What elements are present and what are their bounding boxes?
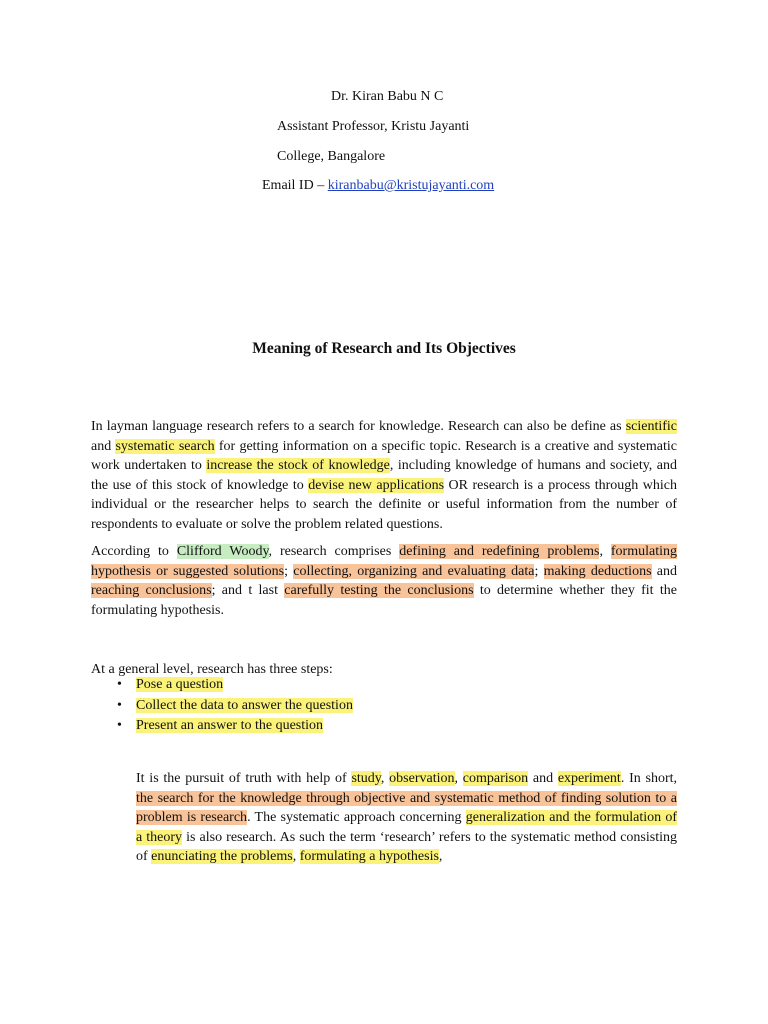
text-run: , (292, 849, 300, 865)
highlighted-text: experiment (557, 771, 621, 786)
text-run: In layman language research refers to a search for knowledge. Research can also be define as (91, 419, 626, 434)
highlighted-text: defining and redefining problems (399, 544, 600, 559)
highlighted-text: formulating hypothesis or suggested solutions (91, 544, 677, 579)
text-run: . The systematic approach concerning (247, 810, 466, 826)
text-run: ; and t last (211, 583, 285, 599)
highlighted-text: comparison (462, 771, 529, 786)
list-item (117, 696, 353, 717)
text-run: According to (91, 544, 177, 559)
text-run: , including knowledge of humans and society, and the use of this stock of knowledge to (91, 458, 678, 493)
paragraph-clifford-woody (91, 542, 677, 620)
step-text: Collect the data to answer the question (136, 697, 353, 713)
text-run: for getting information on a specific topic. Research is a creative and systematic work undertaken to (91, 438, 677, 474)
highlighted-text: carefully testing the conclusions (284, 583, 474, 599)
text-run: ; (284, 563, 294, 579)
highlighted-text: making deductions (543, 563, 652, 579)
text-run: . In short, (620, 771, 677, 786)
paragraph-pursuit-of-truth (136, 769, 677, 867)
author-title: Assistant Professor, Kristu Jayanti (277, 119, 470, 134)
text-run: and (651, 563, 677, 579)
paragraph-definition (91, 417, 677, 535)
steps-list (117, 675, 353, 737)
list-item (117, 716, 353, 737)
highlighted-text: scientific (625, 419, 677, 434)
email-link[interactable]: kiranbabu@kristujayanti.com (327, 178, 495, 193)
author-name: Dr. Kiran Babu N C (331, 89, 444, 104)
highlighted-text: enunciating the problems (151, 849, 293, 865)
email-label: Email ID – (262, 178, 328, 193)
text-run: and (528, 771, 558, 786)
step-text: Present an answer to the question (136, 718, 324, 733)
document-title: Meaning of Research and Its Objectives (252, 340, 516, 357)
text-run: and (91, 438, 116, 454)
highlighted-text: systematic search (115, 438, 215, 454)
step-text: Pose a question (136, 677, 224, 692)
text-run: , (454, 771, 463, 786)
text-run: , (380, 771, 390, 786)
text-run: , (599, 544, 611, 559)
list-item (117, 675, 353, 696)
text-run: , research comprises (268, 544, 400, 559)
highlighted-text: Clifford Woody (176, 544, 269, 559)
text-run: is also research. As such the term ‘research’ refers to the systematic method consisting of (136, 829, 677, 865)
highlighted-text: formulating a hypothesis (299, 849, 439, 865)
text-run: OR research is a process through which individual or the researcher helps to search the definite or useful information from the number of respondents to evaluate or solve the problem related questions. (91, 477, 677, 532)
author-email-line (262, 176, 494, 196)
highlighted-text: observation (389, 771, 455, 786)
highlighted-text: reaching conclusions (91, 583, 212, 599)
highlighted-text: study (351, 771, 381, 786)
text-run: to determine whether they fit the formulating hypothesis. (91, 583, 677, 618)
highlighted-text: collecting, organizing and evaluating data (293, 563, 535, 579)
highlighted-text: devise new applications (308, 477, 445, 493)
highlighted-text: increase the stock of knowledge (206, 458, 390, 474)
highlighted-text: the search for the knowledge through objective and systematic method of finding solution to a problem is research (136, 790, 677, 826)
text-run: ; (534, 563, 544, 579)
paragraph-three-steps: At a general level, research has three steps: (91, 662, 333, 677)
author-college: College, Bangalore (277, 149, 386, 164)
highlighted-text: generalization and the formulation of a theory (136, 810, 678, 845)
text-run: It is the pursuit of truth with help of (136, 771, 352, 786)
text-run: , (438, 849, 443, 865)
